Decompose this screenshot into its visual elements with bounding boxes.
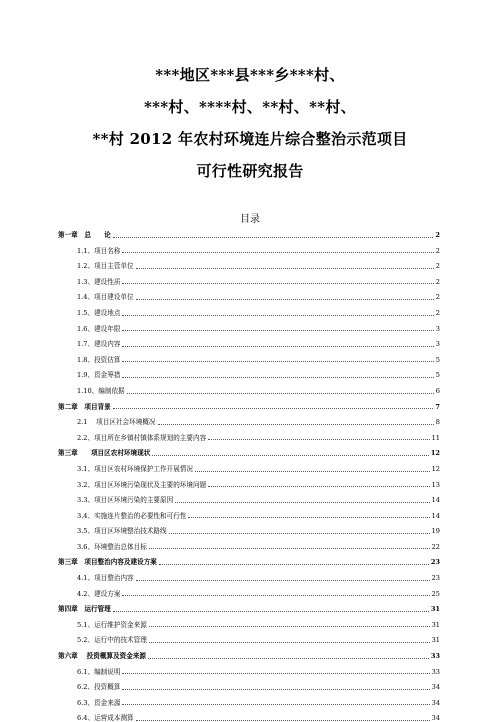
toc-entry-label: 1.8、投资估算 [77,355,121,364]
toc-page-number: 23 [431,574,440,583]
title-line-1: ***地区***县***乡***村、 [155,66,345,84]
toc-section-entry[interactable] [58,254,440,270]
toc-entry-label: 2.1 项目区社会环境概况 [77,418,156,427]
toc-dot-leader [122,673,429,674]
toc-section-entry[interactable] [58,675,440,691]
toc-section-entry[interactable] [58,270,440,286]
toc-dot-leader [127,393,434,394]
toc-dot-leader [122,346,433,347]
toc-page-number: 2 [435,262,440,271]
title-line-4: 可行性研究报告 [196,162,304,180]
toc-entry-label: 4.2、建设方案 [77,589,121,598]
toc-entry-label: 第二章 项目背景 [58,402,111,411]
toc-chapter-entry[interactable] [58,223,440,239]
toc-dot-leader [195,471,430,472]
toc-page-number: 34 [431,714,440,722]
toc-dot-leader [136,268,434,269]
toc-entry-label: 第一章 总 论 [58,231,111,239]
toc-entry-label: 1.3、建设性质 [77,277,121,286]
toc-section-entry[interactable] [58,473,440,489]
toc-entry-label: 3.1、项目区农村环境保护工作开展情况 [77,464,193,473]
toc-section-entry[interactable] [58,660,440,676]
toc-entry-label: 第六章 投资概算及资金来源 [58,652,147,661]
toc-section-entry[interactable] [58,691,440,707]
toc-page-number: 33 [430,652,440,661]
toc-section-entry[interactable] [58,285,440,301]
toc-dot-leader [122,252,433,253]
toc-dot-leader [208,486,429,487]
toc-dot-leader [149,626,430,627]
toc-entry-label: 第四章 运行管理 [58,605,111,614]
toc-section-entry[interactable] [58,426,440,442]
toc-section-entry[interactable] [58,535,440,551]
toc-dot-leader [149,548,430,549]
table-of-contents [58,223,440,722]
toc-page-number: 2 [435,277,440,286]
toc-page-number: 12 [430,449,440,458]
toc-entry-label: 3.2、项目区环境污染现状及主要的环境问题 [77,480,207,489]
toc-dot-leader [136,299,434,300]
toc-dot-leader [136,720,430,721]
toc-dot-leader [136,580,430,581]
toc-page-number: 6 [435,386,440,395]
toc-section-entry[interactable] [58,519,440,535]
toc-entry-label: 3.6、环境整治总体目标 [77,542,147,551]
toc-section-entry[interactable] [58,239,440,255]
toc-entry-label: 5.2、运行中的技术管理 [77,636,147,645]
toc-section-entry[interactable] [58,301,440,317]
toc-entry-label: 1.2、项目主管单位 [77,262,134,271]
toc-page-number: 31 [431,636,440,645]
toc-entry-label: 第三章 项目区农村环境现状 [58,449,151,458]
toc-dot-leader [122,377,433,378]
toc-entry-label: 6.3、资金来源 [77,698,121,707]
toc-page-number: 5 [435,355,440,364]
toc-entry-label: 第三章 项目整治内容及建设方案 [58,558,157,567]
toc-dot-leader [122,689,429,690]
toc-section-entry[interactable] [58,706,440,722]
toc-section-entry[interactable] [58,566,440,582]
toc-section-entry[interactable] [58,363,440,379]
toc-page-number: 14 [431,496,440,505]
toc-section-entry[interactable] [58,348,440,364]
toc-chapter-entry[interactable] [58,644,440,660]
toc-entry-label: 3.3、项目区环境污染的主要原因 [77,496,174,505]
toc-dot-leader [208,439,429,440]
toc-dot-leader [152,455,429,456]
toc-entry-label: 6.2、投资概算 [77,683,121,692]
toc-entry-label: 4.1、项目整治内容 [77,574,134,583]
toc-dot-leader [169,533,430,534]
title-line-2: ***村、****村、**村、**村、 [144,98,356,116]
toc-dot-leader [122,283,433,284]
toc-entry-label: 1.9、资金筹措 [77,371,121,380]
toc-dot-leader [158,424,434,425]
toc-entry-label: 1.10、编制依据 [77,386,125,395]
toc-page-number: 2 [435,231,440,239]
toc-section-entry[interactable] [58,410,440,426]
toc-page-number: 2 [435,246,440,255]
document-title [0,62,500,184]
toc-chapter-entry[interactable] [58,395,440,411]
toc-section-entry[interactable] [58,332,440,348]
toc-page-number: 7 [435,402,440,411]
toc-chapter-entry[interactable] [58,597,440,613]
toc-dot-leader [122,595,429,596]
toc-page-number: 31 [431,620,440,629]
toc-section-entry[interactable] [58,628,440,644]
toc-dot-leader [113,408,434,409]
toc-dot-leader [159,564,429,565]
toc-page-number: 13 [431,480,440,489]
toc-entry-label: 1.5、建设地点 [77,308,121,317]
toc-entry-label: 3.4、实施连片整治的必要性和可行性 [77,511,187,520]
toc-entry-label: 5.1、运行维护资金来源 [77,620,147,629]
toc-chapter-entry[interactable] [58,441,440,457]
toc-dot-leader [122,361,433,362]
toc-entry-label: 1.1、项目名称 [77,246,121,255]
toc-entry-label: 3.5、项目区环境整治技术路线 [77,527,167,536]
toc-chapter-entry[interactable] [58,550,440,566]
toc-page-number: 19 [431,527,440,536]
toc-section-entry[interactable] [58,379,440,395]
toc-dot-leader [148,658,429,659]
toc-dot-leader [175,502,429,503]
toc-page-number: 12 [431,464,440,473]
toc-entry-label: 1.4、项目建设单位 [77,293,134,302]
toc-dot-leader [122,704,429,705]
toc-page-number: 11 [431,433,440,442]
toc-section-entry[interactable] [58,317,440,333]
toc-page-number: 25 [431,589,440,598]
title-line-3: **村 2012 年农村环境连片综合整治示范项目 [92,130,408,148]
toc-section-entry[interactable] [58,504,440,520]
toc-page-number: 5 [435,371,440,380]
toc-section-entry[interactable] [58,582,440,598]
toc-page-number: 34 [431,698,440,707]
toc-page-number: 3 [435,324,440,333]
toc-dot-leader [122,315,433,316]
toc-dot-leader [113,611,429,612]
toc-entry-label: 6.1、编制说明 [77,667,121,676]
toc-dot-leader [113,237,434,238]
toc-page-number: 23 [430,558,440,567]
toc-section-entry[interactable] [58,457,440,473]
toc-section-entry[interactable] [58,488,440,504]
toc-dot-leader [188,517,429,518]
toc-dot-leader [122,330,433,331]
toc-page-number: 2 [435,293,440,302]
toc-page-number: 3 [435,340,440,349]
toc-page-number: 31 [430,605,440,614]
toc-dot-leader [149,642,430,643]
toc-page-number: 33 [431,667,440,676]
toc-heading: 目录 [240,214,260,225]
toc-page-number: 34 [431,683,440,692]
toc-page-number: 8 [435,418,440,427]
toc-entry-label: 1.7、建设内容 [77,340,121,349]
toc-page-number: 22 [431,542,440,551]
toc-entry-label: 6.4、运营成本测算 [77,714,134,722]
toc-entry-label: 2.2、项目所在乡镇村镇体系规划的主要内容 [77,433,207,442]
toc-page-number: 2 [435,308,440,317]
toc-entry-label: 1.6、建设年限 [77,324,121,333]
toc-page-number: 14 [431,511,440,520]
toc-section-entry[interactable] [58,613,440,629]
